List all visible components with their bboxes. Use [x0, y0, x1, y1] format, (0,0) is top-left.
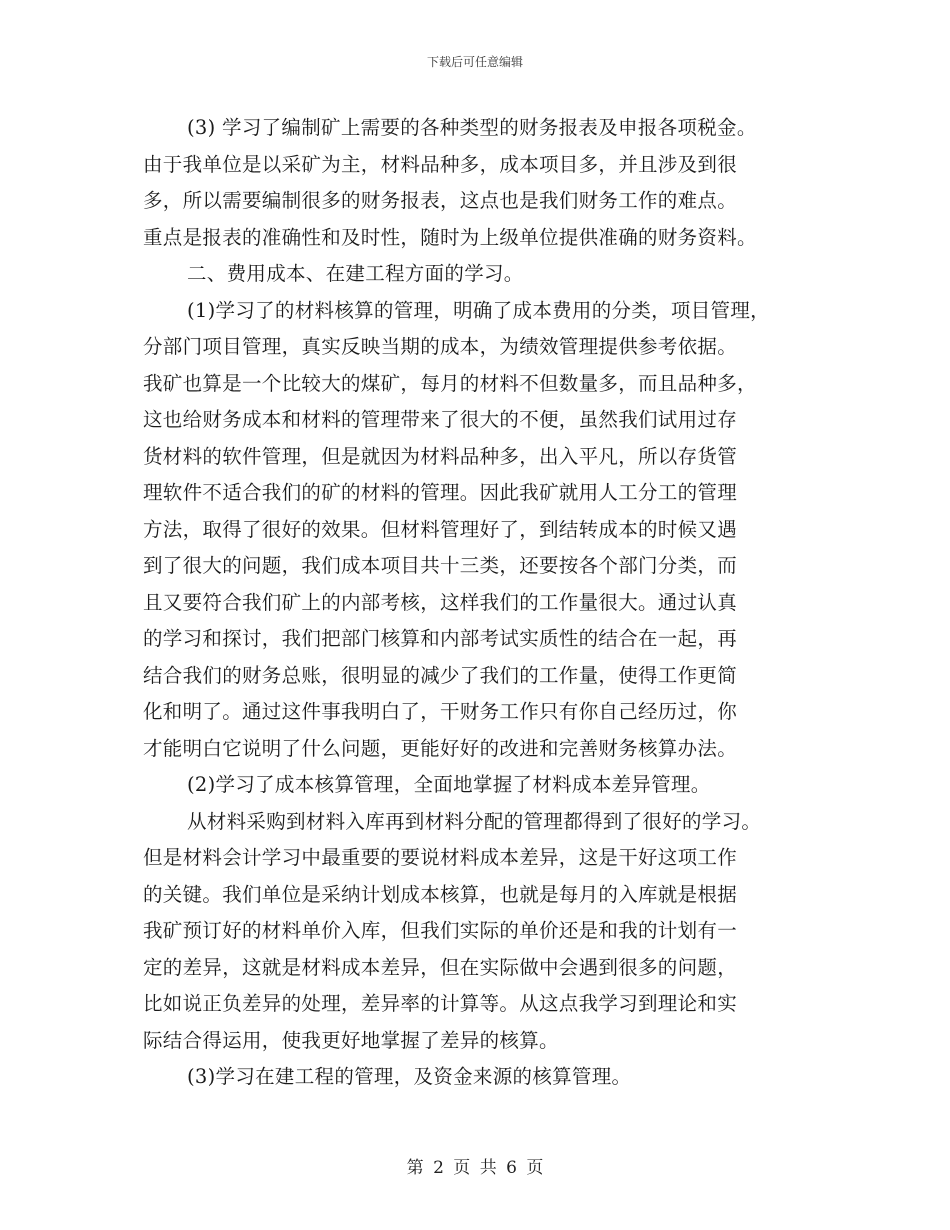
- text-line: 结合我们的财务总账，很明显的减少了我们的工作量，使得工作更简: [143, 663, 738, 687]
- text-line: 方法，取得了很好的效果。但材料管理好了，到结转成本的时候又遇: [143, 517, 738, 541]
- text-line: (1)学习了的材料核算的管理，明确了成本费用的分类，项目管理，: [187, 298, 770, 322]
- text-line: (2)学习了成本核算管理，全面地掌握了材料成本差异管理。: [187, 773, 711, 796]
- page-number-footer: 第 2 页 共 6 页: [406, 1158, 544, 1178]
- text-line: 的关键。我们单位是采纳计划成本核算，也就是每月的入库就是根据: [143, 882, 738, 906]
- text-line: 且又要符合我们矿上的内部考核，这样我们的工作量很大。通过认真: [143, 590, 738, 614]
- text-line: 化和明了。通过这件事我明白了，干财务工作只有你自己经历过，你: [143, 700, 738, 723]
- text-line: 定的差异，这就是材料成本差异，但在实际做中会遇到很多的问题，: [143, 955, 738, 979]
- text-line: 比如说正负差异的处理，差异率的计算等。从这点我学习到理论和实: [143, 992, 738, 1015]
- text-line: 际结合得运用，使我更好地掌握了差异的核算。: [143, 1028, 559, 1052]
- text-line: (3) 学习了编制矿上需要的各种类型的财务报表及申报各项税金。: [187, 116, 757, 139]
- text-line: 理软件不适合我们的矿的材料的管理。因此我矿就用人工分工的管理: [143, 481, 738, 504]
- text-line: 分部门项目管理，真实反映当期的成本，为绩效管理提供参考依据。: [143, 335, 738, 358]
- text-line: 我矿预订好的材料单价入库，但我们实际的单价还是和我的计划有一: [143, 919, 738, 942]
- text-line: 到了很大的问题，我们成本项目共十三类，还要按各个部门分类，而: [143, 554, 738, 577]
- text-line: 才能明白它说明了什么问题，更能好好的改进和完善财务核算办法。: [143, 736, 738, 760]
- text-line: 由于我单位是以采矿为主，材料品种多，成本项目多，并且涉及到很: [143, 152, 738, 176]
- text-line: 从材料采购到材料入库再到材料分配的管理都得到了很好的学习。: [187, 809, 762, 833]
- text-line: 这也给财务成本和材料的管理带来了很大的不便，虽然我们试用过存: [143, 408, 738, 431]
- text-line: 货材料的软件管理，但是就因为材料品种多，出入平凡，所以存货管: [143, 444, 738, 468]
- text-line: (3)学习在建工程的管理，及资金来源的核算管理。: [187, 1065, 632, 1088]
- text-line: 我矿也算是一个比较大的煤矿，每月的材料不但数量多，而且品种多，: [143, 371, 757, 395]
- text-line: 的学习和探讨，我们把部门核算和内部考试实质性的结合在一起，再: [143, 627, 738, 650]
- text-line: 二、费用成本、在建工程方面的学习。: [187, 262, 524, 285]
- text-line: 但是材料会计学习中最重要的要说材料成本差异，这是干好这项工作: [143, 846, 738, 869]
- text-line: 多，所以需要编制很多的财务报表，这点也是我们财务工作的难点。: [143, 189, 738, 212]
- text-line: 重点是报表的准确性和及时性，随时为上级单位提供准确的财务资料。: [143, 225, 757, 249]
- document-body: [143, 110, 843, 1096]
- header-note: 下载后可任意编辑: [426, 55, 523, 69]
